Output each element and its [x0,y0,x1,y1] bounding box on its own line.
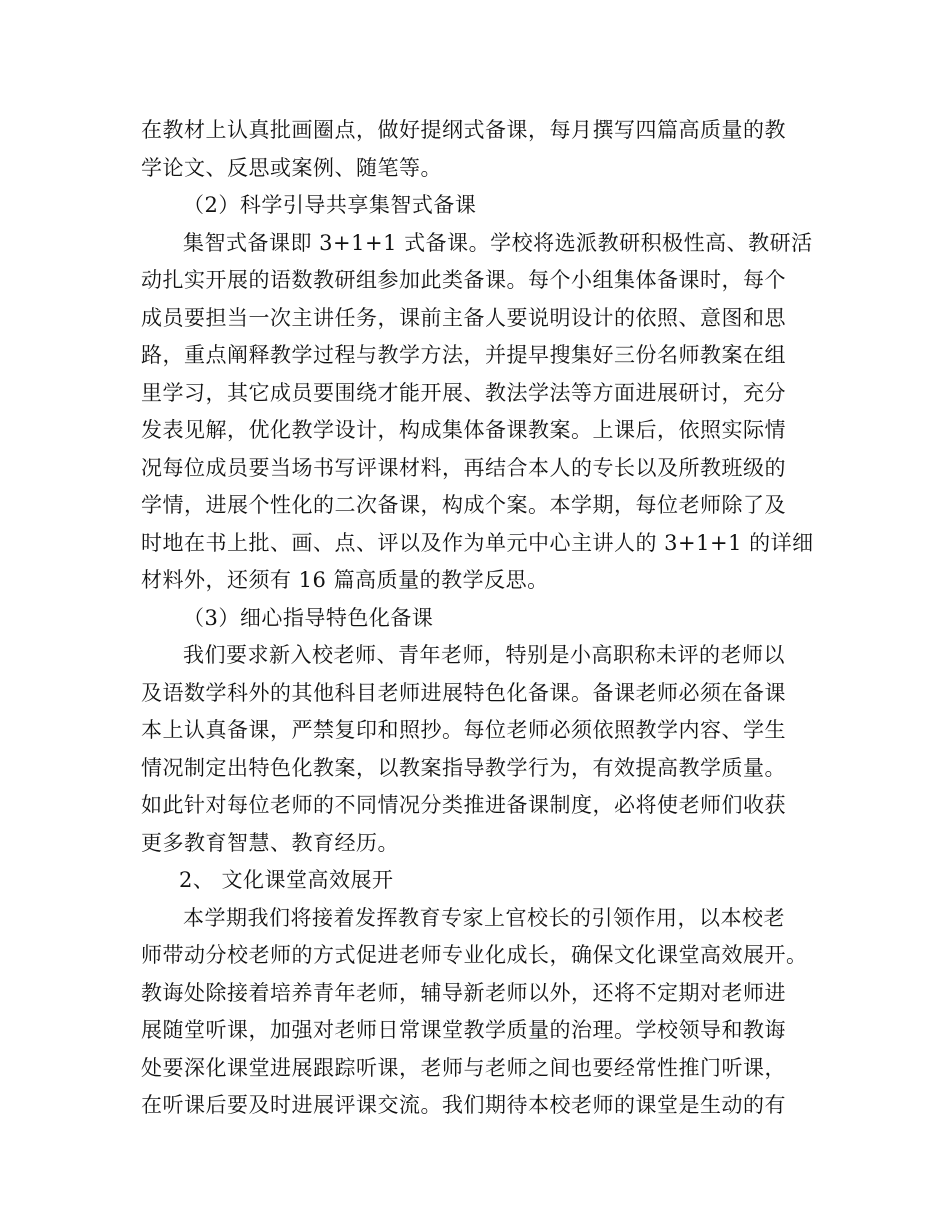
paragraph-line: 学论文、反思或案例、随笔等。 [141,155,442,180]
paragraph-line: 在听课后要及时进展评课交流。我们期待本校老师的课堂是生动的有 [141,1093,786,1117]
paragraph-line: 我们要求新入校老师、青年老师，特别是小高职称未评的老师以 [183,643,785,667]
paragraph-line: 学情，进展个性化的二次备课，构成个案。本学期，每位老师除了及 [141,493,786,517]
paragraph-line: 路，重点阐释教学过程与教学方法，并提早搜集好三份名师教案在组 [141,343,786,367]
paragraph-line: 集智式备课即 3+1+1 式备课。学校将选派教研积极性高、教研活 [183,230,813,255]
paragraph-line: 发表见解，优化教学设计，构成集体备课教案。上课后，依照实际情 [141,418,786,442]
paragraph-line: 在教材上认真批画圈点，做好提纲式备课，每月撰写四篇高质量的教 [141,118,786,142]
document-body [141,112,821,1125]
paragraph-line: 处要深化课堂进展跟踪听课，老师与老师之间也要经常性推门听课， [141,1055,786,1080]
section-heading: （3）细心指导特色化备课 [183,605,434,630]
paragraph-line: 更多教育智慧、教育经历。 [141,830,399,855]
paragraph-line: 情况制定出特色化教案，以教案指导教学行为，有效提高教学质量。 [141,755,786,780]
paragraph-line: 本上认真备课，严禁复印和照抄。每位老师必须依照教学内容、学生 [141,718,786,742]
paragraph-line: 教诲处除接着培养青年老师，辅导新老师以外，还将不定期对老师进 [141,980,786,1005]
paragraph-line: 成员要担当一次主讲任务，课前主备人要说明设计的依照、意图和思 [141,305,786,330]
paragraph-line: 师带动分校老师的方式促进老师专业化成长，确保文化课堂高效展开。 [141,943,808,967]
paragraph-line: 展随堂听课，加强对老师日常课堂教学质量的治理。学校领导和教诲 [141,1018,786,1042]
paragraph-line: 时地在书上批、画、点、评以及作为单元中心主讲人的 3+1+1 的详细 [141,530,814,555]
paragraph-line: 及语数学科外的其他科目老师进展特色化备课。备课老师必须在备课 [141,680,786,705]
paragraph-line: 如此针对每位老师的不同情况分类推进备课制度，必将使老师们收获 [141,793,786,817]
paragraph-line: 里学习，其它成员要围绕才能开展、教法学法等方面进展研讨，充分 [141,380,786,405]
paragraph-line: 材料外，还须有 16 篇高质量的教学反思。 [141,568,549,592]
paragraph-line: 动扎实开展的语数教研组参加此类备课。每个小组集体备课时，每个 [141,268,786,292]
paragraph-line: 况每位成员要当场书写评课材料，再结合本人的专长以及所教班级的 [141,455,786,480]
paragraph-line: 本学期我们将接着发挥教育专家上官校长的引领作用，以本校老 [183,905,785,930]
section-heading: （2）科学引导共享集智式备课 [183,193,477,217]
section-heading: 2、 文化课堂高效展开 [179,868,394,892]
